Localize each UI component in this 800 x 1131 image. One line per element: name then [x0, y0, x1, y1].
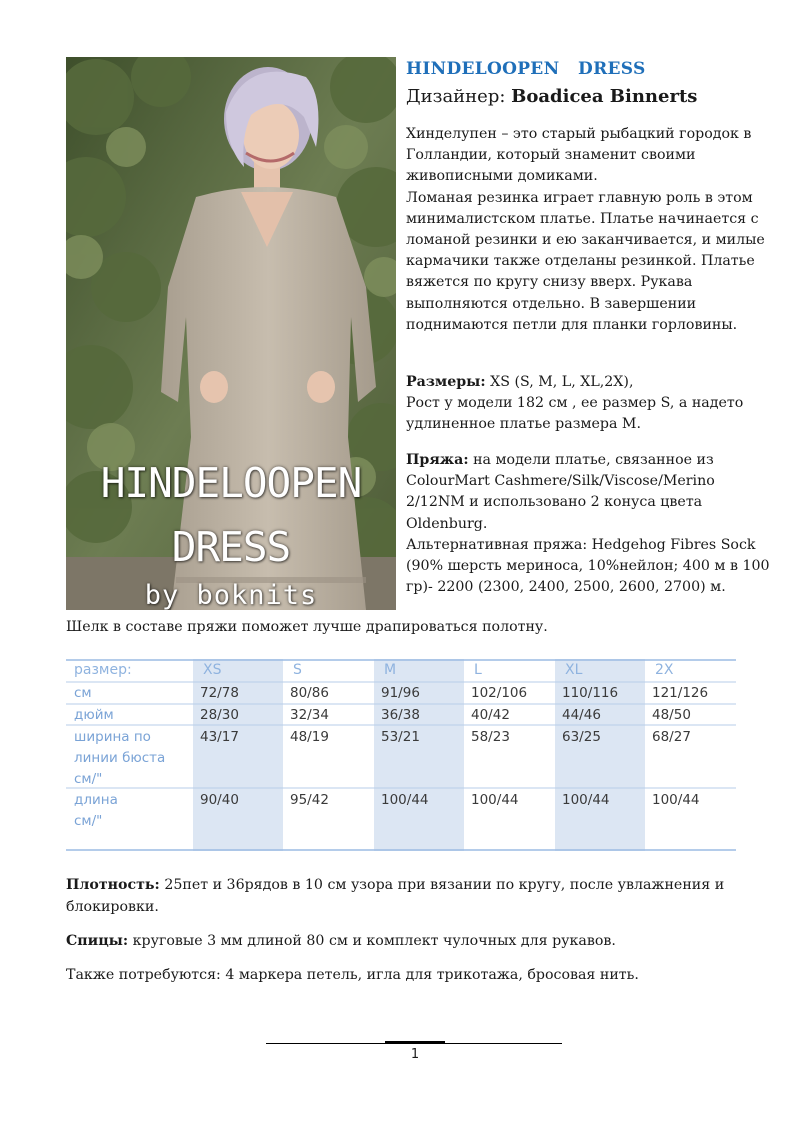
table-header-size: XL	[565, 662, 583, 678]
needles-label: Спицы:	[66, 933, 129, 949]
table-cell: 121/126	[652, 685, 709, 701]
table-cell: 36/38	[381, 707, 420, 723]
gauge-section	[66, 875, 756, 918]
table-cell: 100/44	[652, 792, 700, 808]
table-cell: 32/34	[290, 707, 329, 723]
designer-name: Boadicea Binnerts	[511, 86, 698, 107]
table-row-label: см	[74, 685, 92, 701]
table-header-size: XS	[203, 662, 222, 678]
pattern-title: HINDELOOPEN DRESS	[406, 59, 646, 79]
sizes-section	[406, 372, 776, 436]
table-cell: 100/44	[562, 792, 610, 808]
photo-overlay-subtitle: DRESS	[171, 523, 291, 571]
table-cell: 28/30	[200, 707, 239, 723]
table-cell: 58/23	[471, 729, 510, 745]
table-cell: 100/44	[381, 792, 429, 808]
table-cell: 40/42	[471, 707, 510, 723]
table-cell: 102/106	[471, 685, 528, 701]
table-header-label: размер:	[74, 662, 132, 678]
size-table	[66, 659, 736, 851]
table-header-size: S	[293, 662, 302, 678]
needles-section	[66, 931, 756, 953]
notions-section	[66, 965, 756, 987]
table-cell: 90/40	[200, 792, 239, 808]
table-row-label: длина	[74, 792, 118, 808]
yarn-label: Пряжа:	[406, 452, 469, 468]
table-cell: 44/46	[562, 707, 601, 723]
description-body: Ломаная резинка играет главную роль в этом минималистском платье. Платье начинается с ломаной резинки и ею заканчивается, и милые кармачики также отделаны резинкой. Платье вяжется по кругу снизу вверх. Рукава выполняются отдельно. В завершении поднимаются петли для планки горловины.	[406, 189, 765, 333]
model-note: Рост у модели 182 см , ее размер S, а надето удлиненное платье размера М.	[406, 395, 744, 433]
table-row-label: см/"	[74, 771, 103, 787]
table-cell: 53/21	[381, 729, 420, 745]
gauge-value: 25пет и 36рядов в 10 см узора при вязании по кругу, после увлажнения и блокировки.	[66, 877, 725, 915]
yarn-alternative: Альтернативная пряжа: Hedgehog Fibres Sock (90% шерсть мериноса, 10%нейлон; 400 м в 100 гр)- 2200 (2300, 2400, 2500, 2600, 2700) м.	[406, 536, 770, 596]
silk-note: Шелк в составе пряжи поможет лучше драпироваться полотну.	[66, 619, 548, 635]
designer-label: Дизайнер:	[406, 86, 512, 107]
table-cell: 48/19	[290, 729, 329, 745]
sizes-label: Размеры:	[406, 374, 486, 390]
cover-photo	[66, 57, 396, 610]
table-cell: 80/86	[290, 685, 329, 701]
table-cell: 72/78	[200, 685, 239, 701]
photo-overlay-title: HINDELOOPEN	[100, 459, 362, 507]
yarn-value: на модели платье, связанное из ColourMart Cashmere/Silk/Viscose/Merino 2/12NM и использовано 2 конуса цвета Oldenburg.	[406, 452, 715, 532]
table-cell: 48/50	[652, 707, 691, 723]
yarn-section	[406, 450, 776, 598]
footer-rule	[266, 1043, 562, 1044]
gauge-label: Плотность:	[66, 877, 160, 893]
pattern-description	[406, 124, 776, 336]
description-intro: Хинделупен – это старый рыбацкий городок в Голландии, который знаменит своими живописными домиками.	[406, 126, 752, 185]
table-header-size: L	[474, 662, 482, 678]
footer-rule-accent	[385, 1041, 445, 1043]
page-number: 1	[410, 1047, 420, 1062]
needles-value: круговые 3 мм длиной 80 см и комплект чулочных для рукавов.	[128, 933, 616, 949]
table-cell: 100/44	[471, 792, 519, 808]
table-row-label: линии бюста	[74, 750, 166, 766]
photo-overlay-credit: by boknits	[144, 580, 318, 610]
table-header-size: M	[384, 662, 397, 678]
designer-line	[406, 86, 697, 107]
sizes-value: XS (S, M, L, XL,2X),	[485, 374, 634, 390]
table-cell: 110/116	[562, 685, 619, 701]
table-cell: 95/42	[290, 792, 329, 808]
table-cell: 91/96	[381, 685, 420, 701]
table-row-label: ширина по	[74, 729, 151, 745]
notions-text: Также потребуются: 4 маркера петель, игла для трикотажа, бросовая нить.	[66, 967, 639, 983]
table-cell: 68/27	[652, 729, 691, 745]
table-row-label: дюйм	[74, 707, 114, 723]
table-header-size: 2X	[655, 662, 674, 678]
table-cell: 43/17	[200, 729, 239, 745]
table-cell: 63/25	[562, 729, 601, 745]
table-row-label: см/"	[74, 813, 103, 829]
